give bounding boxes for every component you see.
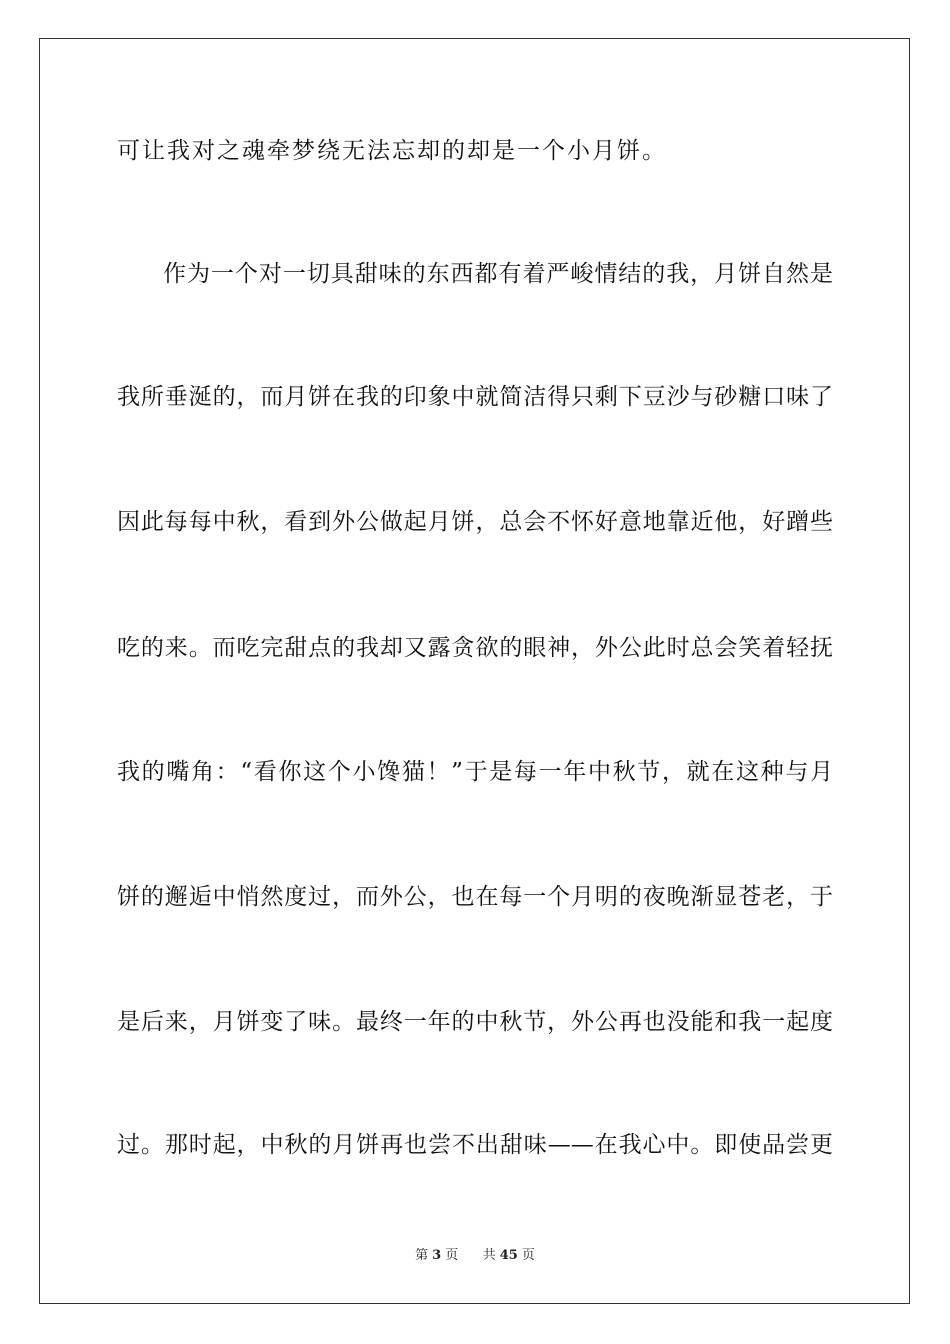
paragraph-line-4: 因此每每中秋，看到外公做起月饼，总会不怀好意地靠近他，好蹭些: [117, 509, 833, 535]
paragraph-line-7: 饼的邂逅中悄然度过，而外公，也在每一个月明的夜晚渐显苍老，于: [117, 884, 833, 910]
paragraph-line-3: 我所垂涎的，而月饼在我的印象中就简洁得只剩下豆沙与砂糖口味了: [117, 384, 833, 410]
total-page-count: 45: [499, 1248, 518, 1263]
page-number-label: 第 3 页: [415, 1248, 459, 1263]
total-pages-label: 共 45 页: [482, 1248, 535, 1263]
paragraph-line-5: 吃的来。而吃完甜点的我却又露贪欲的眼神，外公此时总会笑着轻抚: [117, 635, 833, 661]
paragraph-line-2: 作为一个对一切具甜味的东西都有着严峻情结的我，月饼自然是: [163, 261, 833, 287]
paragraph-line-9: 过。那时起，中秋的月饼再也尝不出甜味——在我心中。即使品尝更: [117, 1132, 833, 1158]
paragraph-line-6: 我的嘴角：“看你这个小馋猫！”于是每一年中秋节，就在这种与月: [117, 759, 833, 785]
page-footer: [0, 1247, 950, 1265]
page-border: [39, 38, 910, 1304]
paragraph-line-8: 是后来，月饼变了味。最终一年的中秋节，外公再也没能和我一起度: [117, 1009, 833, 1035]
current-page-number: 3: [432, 1248, 442, 1263]
paragraph-line-1: 可让我对之魂牵梦绕无法忘却的却是一个小月饼。: [117, 138, 667, 164]
